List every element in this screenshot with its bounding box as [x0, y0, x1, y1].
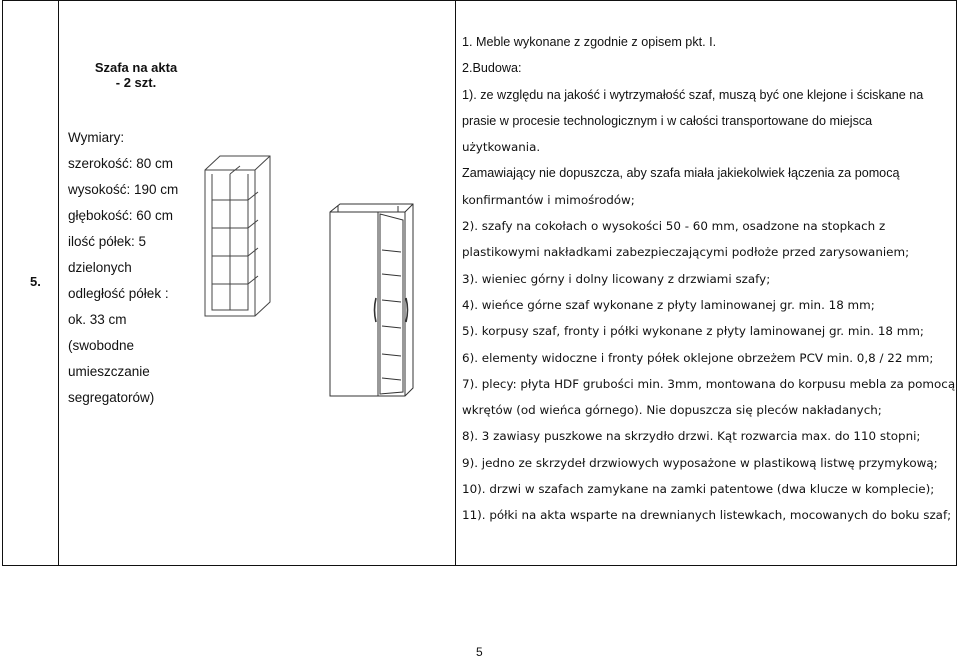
requirement-line: 11). półki na akta wsparte na drewnianych listewkach, mocowanych do boku szaf;: [462, 508, 952, 523]
item-title: Szafa na akta: [94, 60, 178, 75]
requirement-line: 5). korpusy szaf, fronty i półki wykonane z płyty laminowanej gr. min. 18 mm;: [462, 324, 924, 339]
spec-line: segregatorów): [68, 390, 155, 405]
requirement-line: 8). 3 zawiasy puszkowe na skrzydło drzwi. Kąt rozwarcia max. do 110 stopni;: [462, 429, 921, 444]
spec-line: wysokość: 190 cm: [68, 182, 179, 197]
requirement-line: 3). wieniec górny i dolny licowany z drzwiami szafy;: [462, 271, 771, 286]
spec-line: odległość półek :: [68, 286, 169, 301]
column-divider: [58, 1, 59, 565]
closed-door-cabinet: [330, 204, 413, 396]
requirements-list: [462, 29, 954, 529]
requirement-line: prasie w procesie technologicznym i w całości transportowane do miejsca: [462, 113, 873, 128]
spec-line: ilość półek: 5: [68, 234, 147, 249]
requirement-line: użytkowania.: [462, 140, 541, 155]
requirement-line: 4). wieńce górne szaf wykonane z płyty laminowanej gr. min. 18 mm;: [462, 297, 875, 312]
page-number: 5: [476, 645, 483, 659]
spec-list: [68, 125, 178, 411]
requirement-line: 7). plecy: płyta HDF grubości min. 3mm, montowana do korpusu mebla za pomocą: [462, 376, 956, 391]
spec-line: głębokość: 60 cm: [68, 208, 174, 223]
requirement-line: 2). szafy na cokołach o wysokości 50 - 60 mm, osadzone na stopkach z: [462, 219, 886, 234]
open-shelf-cabinet: [205, 156, 270, 316]
requirement-line: 1). ze względu na jakość i wytrzymałość szaf, muszą być one klejone i ściskane na: [462, 87, 924, 102]
cabinet-drawing: [200, 150, 450, 410]
requirement-line: plastikowymi nakładkami zabezpieczającymi podłoże przed zarysowaniem;: [462, 245, 910, 260]
spec-line: ok. 33 cm: [68, 312, 127, 327]
requirement-line: wkrętów (od wieńca górnego). Nie dopuszcza się pleców nakładanych;: [462, 403, 882, 418]
requirement-line: Zamawiający nie dopuszcza, aby szafa miała jakiekolwiek łączenia za pomocą: [462, 166, 900, 181]
requirement-line: 9). jedno ze skrzydeł drzwiowych wyposażone w plastikową listwę przymykową;: [462, 455, 938, 470]
spec-line: dzielonych: [68, 260, 132, 275]
spec-line: (swobodne: [68, 338, 135, 353]
column-divider: [455, 1, 456, 565]
requirement-line: 1. Meble wykonane z zgodnie z opisem pkt. I.: [462, 35, 717, 49]
spec-line: umieszczanie: [68, 364, 150, 379]
item-number: 5.: [30, 274, 41, 289]
requirement-line: 6). elementy widoczne i fronty półek oklejone obrzeżem PCV min. 0,8 / 22 mm;: [462, 350, 934, 365]
item-quantity: - 2 szt.: [115, 75, 157, 90]
requirement-line: 10). drzwi w szafach zamykane na zamki patentowe (dwa klucze w komplecie);: [462, 482, 935, 497]
requirement-line: konfirmantów i mimośrodów;: [462, 192, 635, 207]
spec-line: szerokość: 80 cm: [68, 156, 174, 171]
spec-line: Wymiary:: [68, 130, 125, 145]
requirement-line: 2.Budowa:: [462, 61, 522, 76]
